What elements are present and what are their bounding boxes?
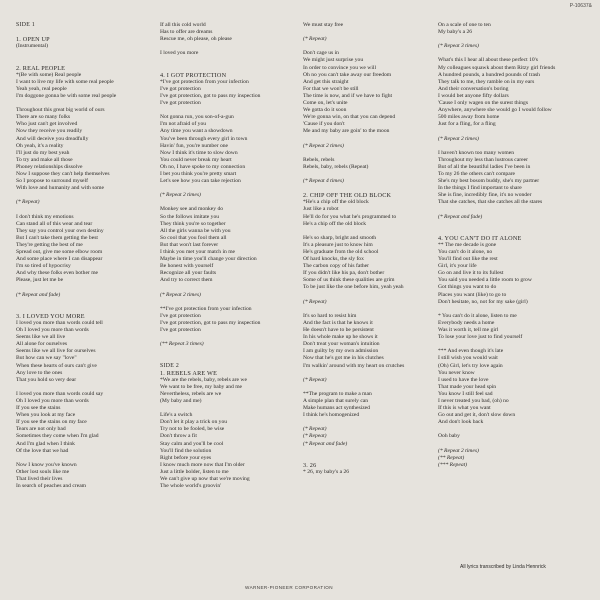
lyric-line (16, 57, 116, 64)
lyric-line: Of the love that we had (16, 447, 69, 454)
lyric-line: (* Repeat 2 times) (160, 291, 201, 298)
lyric-line: Not gonna run, you son-of-a-gun (160, 114, 234, 121)
lyric-line: In order to convince you we will (303, 64, 377, 71)
song-title: 1. OPEN UP (16, 36, 50, 44)
lyric-line: You know I still feel sad (438, 390, 493, 397)
lyric-line: Don't hesitate, no, not for my sake (girl) (438, 298, 528, 305)
lyric-line: I'm walkin' around with my heart on crutches (303, 362, 405, 369)
lyric-line: (* Repeat 4 times) (303, 178, 344, 185)
lyric-line: So I propose to surround myself (16, 178, 88, 185)
lyric-line: They talk to me, they ramble on in my ears (438, 78, 535, 85)
lyric-line: That you hold so very dear (16, 376, 77, 383)
lyric-line: Anywhere, anywhere she would go I would follow (438, 107, 552, 114)
lyric-line (438, 206, 555, 213)
lyric-line: And will deceive you dreadfully (16, 135, 89, 142)
lyric-line: Places you want (like) to go to (438, 291, 507, 298)
lyric-line: To my 26 the others can't compare (438, 170, 516, 177)
lyric-line: I've got protection, got to pass my inspection (160, 92, 261, 99)
lyric-line: Monkey see and monkey do (160, 206, 224, 213)
lyric-line: (Instrumental) (16, 43, 48, 50)
lyric-line: * 26, my baby's a 26 (303, 468, 350, 475)
lyric-line: If you didn't like his pa, don't bother (303, 270, 385, 277)
lyric-line: *I've got protection from your infection (160, 78, 249, 85)
song-title: 4. I GOT PROTECTION (160, 71, 227, 79)
lyric-line (16, 284, 116, 291)
lyric-line (160, 355, 260, 362)
lyric-line: Just like a robot (303, 206, 339, 213)
lyric-line (16, 29, 116, 36)
lyric-line: (* Repeat) (303, 433, 327, 440)
lyric-line (160, 43, 260, 50)
lyric-line: If you see the stains (16, 405, 61, 412)
lyric-line (16, 384, 116, 391)
lyric-line: We want to be free, my baby and me (160, 383, 243, 390)
lyrics-column-1 (16, 22, 116, 490)
lyric-line (303, 448, 404, 455)
lyric-line: Some of us think these qualities are grim (303, 277, 395, 284)
lyric-line: Oh I loved you more than words (16, 397, 89, 404)
lyric-line: Ooh baby (438, 433, 460, 440)
lyric-line: I don't think my emotions (16, 213, 74, 220)
lyric-line: And the fact is that he knows it (303, 319, 373, 326)
lyric-line: (* Repeat 2 times) (303, 142, 344, 149)
lyric-line: (** Repeat 3 times) (160, 341, 204, 348)
lyric-line: He's so sharp, bright and smooth (303, 234, 377, 241)
lyric-line: I think you met your match in me (160, 249, 236, 255)
lyric-line: 'Cause I only wagen on the surest things (438, 100, 529, 107)
lyric-line: If all this cold world (160, 22, 206, 28)
lyric-line: (* Repeat 2 times) (438, 135, 479, 142)
lyric-line: In search of peaches and cream (16, 483, 87, 490)
lyric-line: Be honest with yourself (160, 263, 214, 270)
lyric-line: **The program to make a man (303, 390, 372, 397)
lyric-line: Any love to the ones (16, 369, 63, 376)
lyric-line: Now I know you've known (16, 461, 77, 468)
lyric-line: He's a chip off the old block (303, 220, 367, 227)
lyric-line: ** The me decade is gone (438, 241, 497, 248)
lyric-line: The time is now, and if we have to fight (303, 92, 393, 99)
lyric-line: Go out and get it, don't slow down (438, 412, 516, 419)
lyric-line: I loved you more than words could tell (16, 319, 103, 326)
lyric-line: If you see the stains on my face (16, 419, 87, 426)
lyric-line: You can't do it alone, no (438, 249, 493, 255)
lyric-line (16, 455, 116, 462)
lyric-line: (** Repeat) (438, 454, 465, 461)
lyric-line: Tears are not only bad (16, 426, 66, 433)
lyric-line: Any time you want a showdown (160, 128, 233, 135)
lyric-line (438, 143, 555, 150)
lyric-line: Oh no, I have spoke to my connection (160, 163, 246, 170)
lyric-line: For that we won't be still (303, 85, 359, 92)
lyric-line: We're gonna win, on that you can depend (303, 114, 396, 121)
lyric-line: I'm so tired of hypocrisy (16, 263, 71, 270)
lyric-line (303, 228, 404, 235)
lyric-line: All the girls wanna be with you (160, 227, 231, 234)
lyric-line (438, 426, 555, 433)
lyric-line: Was it worth it, tell me girl (438, 327, 499, 334)
lyric-line: When these hearts of ours can't give (16, 362, 97, 369)
lyric-line (438, 441, 555, 448)
lyric-line: Me and my baby are goin' to the moon (303, 128, 390, 135)
lyric-line (16, 306, 116, 313)
lyric-line: **I've got protection from your infection (160, 305, 252, 312)
lyric-line: But how can we say "love" (16, 355, 77, 362)
lyric-line: Let's see how you can take rejection (160, 178, 241, 185)
lyric-line: I loved you more than words could say (16, 390, 104, 397)
lyric-line: You've been through every girl in town (160, 135, 248, 142)
lyric-line: I think he's homogenized (303, 412, 360, 419)
lyric-line: And try to correct them (160, 277, 213, 284)
lyric-line: Everybody needs a home (438, 319, 495, 326)
lyric-line: My baby's a 26 (438, 29, 473, 36)
lyric-line: (* Repeat) (303, 298, 327, 305)
lyric-line: With love and humanity and with some (16, 185, 105, 192)
song-title: 3. I LOVED YOU MORE (16, 312, 85, 320)
lyric-line: The whole world's groovin' (160, 483, 222, 490)
lyric-line: We might just surprise you (303, 57, 364, 64)
lyric-line: Spread out, give me some elbow room (16, 249, 103, 255)
lyric-line: They think you're so together (160, 220, 226, 227)
lyric-line: A simple plan that surely can (303, 397, 369, 404)
lyric-line: I am guilty by my own admission (303, 348, 379, 355)
lyric-line: Can stand all of this wear and tear (16, 220, 93, 227)
lyric-line: He doesn't have to be persistent (303, 327, 374, 334)
lyric-line: Sometimes they come when I'm glad (16, 433, 99, 440)
lyric-line: Havin' fun, you're number one (160, 142, 229, 149)
lyric-line: Yeah yeah, real people (16, 85, 67, 92)
lyric-line: That she catches, that she catches all the stares (438, 199, 543, 206)
song-title: 3. 26 (303, 461, 317, 469)
lyric-line: But I can't take them getting the best (16, 234, 98, 241)
lyric-line: Rebels, rebels (303, 156, 335, 163)
lyric-line: There are so many folks (16, 114, 71, 121)
lyric-line: I've got protection (160, 100, 201, 107)
lyric-line: What's this I hear all about these perfect 10's (438, 57, 538, 64)
song-title: 1. REBELS ARE WE (160, 369, 218, 377)
lyric-line: All alone for ourselves (16, 341, 68, 348)
lyric-line: The carbon copy of his father (303, 263, 370, 270)
lyric-line: (* Repeat) (303, 426, 327, 433)
lyric-line: They're getting the best of me (16, 241, 83, 248)
lyric-line: If this is what you want (438, 405, 491, 412)
lyric-line: (*** Repeat) (438, 461, 468, 468)
lyric-line (438, 228, 555, 235)
lyric-line: When you look at my face (16, 412, 76, 419)
lyric-line: Stay calm and you'll be cool (160, 440, 224, 447)
lyric-line: We can't give up now that we're moving (160, 476, 250, 482)
lyric-line: Right before your eyes (160, 454, 212, 461)
lyric-line: Go on and live it to its fullest (438, 270, 504, 277)
lyric-line (160, 57, 260, 64)
catalog-number: P-10637& (569, 3, 592, 9)
lyric-line: I never treated you bad, (oh) no (438, 397, 509, 404)
lyric-line (303, 292, 404, 299)
lyric-line (303, 370, 404, 377)
lyric-line: And don't look back (438, 419, 484, 426)
lyric-line: But that won't last forever (160, 241, 219, 248)
lyric-line: I would bet anyone fifty dollars (438, 92, 509, 99)
lyric-line: In the things I find important to share (438, 185, 522, 192)
lyric-line: Rebels, baby, rebels (Repeat) (303, 163, 369, 170)
lyric-line: I've got protection (160, 312, 201, 319)
lyric-line: I bet you think you're pretty smart (160, 170, 237, 177)
lyric-line: Now they receive you readily (16, 128, 83, 135)
lyric-line: On a scale of one to ten (438, 22, 491, 28)
lyric-line: (* Repeat 2 times) (160, 192, 201, 199)
lyrics-column-2 (160, 22, 260, 490)
lyric-line: Nevertheless, rebels are we (160, 390, 222, 397)
lyric-line: Life's a switch (160, 412, 193, 419)
lyric-line: Don't treat your woman's intuition (303, 341, 380, 348)
lyric-line: It's so hard to resist him (303, 312, 357, 319)
lyrics-column-4 (438, 22, 555, 469)
lyric-line: *We are the rebels, baby, rebels are we (160, 376, 247, 383)
side-label: SIDE 1 (16, 22, 36, 28)
lyric-line (160, 299, 260, 306)
lyric-line: (* Repeat) (303, 376, 327, 383)
lyric-line: That lived their lives (16, 476, 63, 482)
lyric-line: Come on, let's unite (303, 100, 348, 107)
lyric-line (160, 199, 260, 206)
lyric-line (16, 206, 116, 213)
lyric-line: Has to offer are dreams (160, 29, 213, 36)
lyric-line (16, 50, 116, 57)
lyric-line: Just for a fling, for a fling (438, 121, 496, 128)
footer-publisher: WARNER-PIONEER CORPORATION (245, 585, 333, 590)
lyric-line: (* Repeat and fade) (303, 440, 348, 447)
lyric-line: Seems like we all live (16, 334, 66, 341)
lyric-line: They say you control your own destiny (16, 227, 104, 234)
lyric-line: And their conversation's boring (438, 85, 509, 92)
lyric-line: Maybe in time you'll change your direction (160, 256, 257, 263)
lyric-line (160, 284, 260, 291)
lyric-line: Don't let it play a trick on you (160, 419, 228, 426)
lyric-line: *(Be with some) Real people (16, 71, 82, 78)
song-title: 2. CHIP OFF THE OLD BLOCK (303, 192, 392, 200)
lyrics-column-3 (303, 22, 404, 476)
lyric-line (303, 384, 404, 391)
lyric-line: Just a little bolder, listen to me (160, 468, 229, 475)
lyric-line: Oh I loved you more than words (16, 327, 89, 334)
lyric-line: I haven't known too many women (438, 149, 515, 156)
lyric-line (303, 150, 404, 157)
lyric-line: And get this straight (303, 78, 349, 85)
lyric-line (303, 455, 404, 462)
lyric-line: You'll find the solution (160, 447, 212, 454)
lyric-line (303, 171, 404, 178)
lyric-line: (* Repeat) (303, 36, 327, 43)
lyric-line: Throughout my less than lustrous career (438, 156, 528, 163)
lyric-line: *He's a chip off the old block (303, 199, 369, 206)
lyric-line: (* Repeat 2 times) (438, 447, 479, 454)
lyric-line: I still wish you would wait (438, 355, 498, 362)
lyric-line: But of all the beautiful ladies I've been in (438, 163, 531, 170)
lyric-line (303, 306, 404, 313)
lyric-line: To be just like the one before him, yeah yeah (303, 284, 404, 291)
side-label: SIDE 2 (160, 362, 180, 369)
lyric-line: So the follows imitate you (160, 213, 220, 220)
lyric-line: (* Repeat and fade) (16, 291, 61, 298)
lyric-line: So cool that you fool them all (160, 234, 227, 241)
song-title: 4. YOU CAN'T DO IT ALONE (438, 234, 522, 242)
lyric-line: She's my best bosom buddy, she's my partner (438, 178, 540, 185)
lyric-line: Throughout this great big world of ours (16, 107, 105, 114)
lyric-line: Make humans act synthesized (303, 405, 370, 412)
lyric-line: He'll do for you what he's programmed to (303, 213, 397, 220)
lyric-line: To try and make all those (16, 156, 73, 163)
lyric-line: It's a pleasure just to know him (303, 241, 373, 248)
lyric-line: Try not to be fooled, be wise (160, 426, 225, 433)
lyric-line: I loved you more (160, 50, 199, 57)
lyric-line: 500 miles away from home (438, 114, 500, 121)
lyric-line: Other lost souls like me (16, 468, 70, 475)
lyric-line: To lose your love just to find yourself (438, 334, 523, 341)
lyric-line: Oh no you can't take away our freedom (303, 71, 392, 78)
lyric-line (438, 341, 555, 348)
lyric-line: (* Repeat 3 times) (438, 43, 479, 50)
lyric-line: Don't throw a fit (160, 433, 197, 440)
lyric-line: That made your head spin (438, 383, 497, 390)
lyric-line: Please, just let me be (16, 277, 64, 284)
lyric-line: * You can't do it alone, listen to me (438, 312, 517, 319)
lyric-line: You could never break my heart (160, 156, 232, 163)
lyric-line (16, 299, 116, 306)
lyric-line: (* Repeat and fade) (438, 213, 483, 220)
lyric-line: 'Cause if you don't (303, 121, 345, 128)
lyric-line (160, 348, 260, 355)
lyric-line (303, 136, 404, 143)
lyric-line: Now I think it's time to slow down (160, 149, 238, 156)
lyric-line: And some place where I can disappear (16, 256, 103, 263)
lyric-line (303, 43, 404, 50)
lyric-line: I've got protection (160, 85, 201, 92)
lyric-line: We must stay free (303, 22, 344, 28)
lyric-line: I know much more now that I'm older (160, 461, 245, 468)
transcription-credit: All lyrics transcribed by Linda Hennrick (460, 564, 546, 570)
lyric-line: A hundred pounds, a hundred pounds of trash (438, 71, 540, 78)
lyric-line: She is fine, incredibly fine, it's no wonder (438, 192, 532, 199)
lyric-line: (My baby and me) (160, 397, 202, 404)
lyric-line: Now I suppose they can't help themselves (16, 170, 110, 177)
lyric-line: I'll just do my best yeah (16, 149, 70, 156)
lyric-line: My colleagues squawk about them Ritzy girl friends (438, 64, 556, 71)
lyric-line: Seems like we all live for ourselves (16, 348, 96, 355)
lyric-line: I want to live my life with some real people (16, 78, 114, 85)
lyric-line (303, 185, 404, 192)
lyric-line (160, 65, 260, 72)
lyric-line: Got things you want to do (438, 284, 497, 291)
lyric-line: I'm not afraid of you (160, 121, 207, 128)
lyric-line: I've got protection (160, 327, 201, 334)
lyric-line: You said you needed a little room to grow (438, 277, 532, 284)
lyric-line: I've got protection, got to pass my inspection (160, 319, 261, 326)
lyric-line: (* Repeat) (16, 199, 40, 206)
lyric-line: Recognize all your faults (160, 270, 217, 277)
lyric-line: Girl, it's your life (438, 263, 477, 270)
lyric-line: Now that he's got me in his clutches (303, 355, 384, 362)
lyric-line: I'm doggone gonna be with some real people (16, 92, 117, 99)
lyric-line: Phoney relationships dissolve (16, 163, 83, 170)
lyric-line: *** And even though it's late (438, 348, 504, 355)
lyric-line: Rescue me, oh please, oh please (160, 36, 232, 43)
lyric-line (438, 221, 555, 228)
lyric-line: Oh yeah, it's a reality (16, 142, 64, 149)
lyric-line: We gotta do it soon (303, 107, 347, 114)
lyric-line: In his whole make up he shows it (303, 334, 378, 341)
lyric-line: You'll find out like the rest (438, 256, 498, 263)
lyric-line: Of hard knocks, the sly fox (303, 256, 364, 263)
lyric-line (438, 306, 555, 313)
lyric-line: (Oh) Girl, let's try love again (438, 362, 503, 369)
song-title: 2. REAL PEOPLE (16, 64, 66, 72)
lyric-line: Don't cage us in (303, 50, 339, 57)
lyric-line: And I'm glad when I think (16, 440, 75, 447)
lyric-line (438, 128, 555, 135)
lyric-line: I used to have the love (438, 376, 489, 383)
lyric-line: You never know (438, 369, 475, 376)
lyric-line: Who just can't get involved (16, 121, 78, 128)
lyric-line: He's graduate from the old school (303, 249, 379, 255)
lyric-line: And why these folks even bother me (16, 270, 99, 277)
